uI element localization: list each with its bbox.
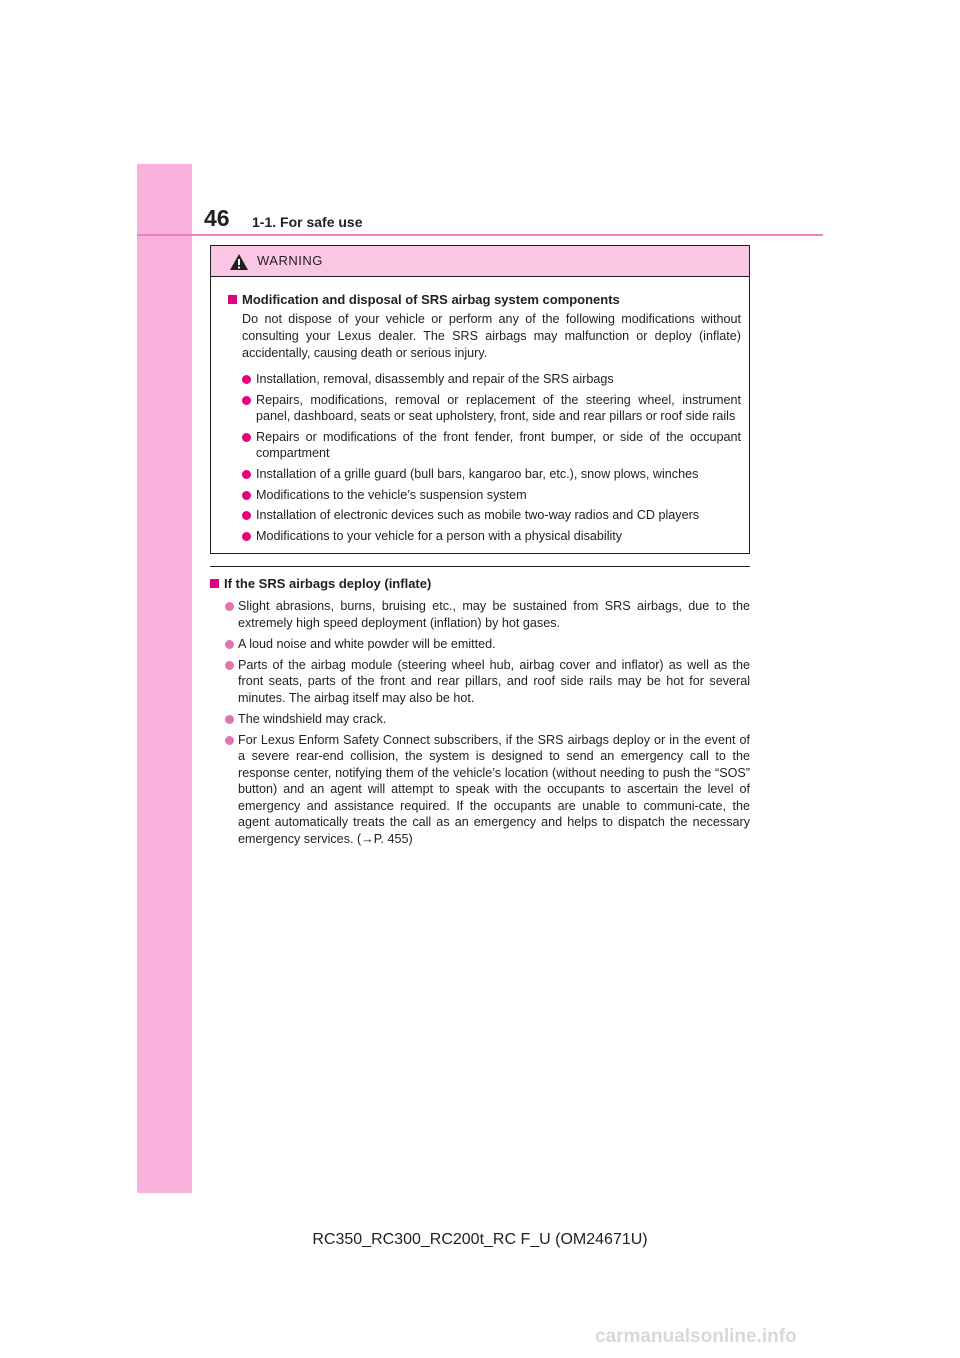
warning-header bbox=[211, 246, 749, 277]
warning-intro: Do not dispose of your vehicle or perform any of the following modifications without consulting your Lexus dealer. The SRS airbags may malfunction or deploy (inflate) accidentally, causing death or serious injury. bbox=[242, 312, 741, 360]
square-bullet-icon bbox=[210, 579, 219, 588]
warning-body bbox=[211, 277, 749, 545]
square-bullet-icon bbox=[228, 295, 237, 304]
warning-label: WARNING bbox=[257, 253, 323, 268]
notes-heading bbox=[210, 575, 750, 593]
warning-heading bbox=[228, 291, 741, 309]
circle-bullet-icon bbox=[242, 532, 251, 541]
side-tab-band bbox=[137, 164, 192, 1193]
circle-bullet-icon bbox=[242, 470, 251, 479]
header-rule bbox=[137, 234, 823, 236]
list-item: Parts of the airbag module (steering wheel hub, airbag cover and inflator) as well as the front seats, parts of the front and rear pillars, and roof side rails may be hot for several minutes. The airbag itself may also be hot. bbox=[225, 657, 750, 707]
airbag-deploy-notes bbox=[210, 575, 750, 847]
notes-list bbox=[225, 598, 750, 847]
list-item: The windshield may crack. bbox=[225, 711, 750, 728]
footer-model-code: RC350_RC300_RC200t_RC F_U (OM24671U) bbox=[312, 1231, 648, 1248]
page-number: 46 bbox=[204, 205, 230, 231]
circle-bullet-icon bbox=[242, 396, 251, 405]
circle-bullet-icon bbox=[242, 433, 251, 442]
warning-triangle-icon bbox=[229, 253, 249, 271]
circle-bullet-icon bbox=[242, 491, 251, 500]
list-item: Modifications to your vehicle for a person with a physical disability bbox=[242, 528, 741, 545]
list-item: Modifications to the vehicle’s suspension system bbox=[242, 487, 741, 504]
list-item: Slight abrasions, burns, bruising etc., may be sustained from SRS airbags, due to the extremely high speed deployment (inflation) by hot gases. bbox=[225, 598, 750, 631]
list-item: For Lexus Enform Safety Connect subscribers, if the SRS airbags deploy or in the event of a severe rear-end collision, the system is designed to send an emergency call to the response center, notifying them of the vehicle’s location (without needing to push the “SOS” button) and an agent will attempt to speak with the occupants to ascertain the level of emergency and assistance required. If the occupants are unable to communi-cate, the agent automatically treats the call as an emergency and helps to dispatch the necessary emergency services. (→P. 455) bbox=[225, 732, 750, 848]
circle-bullet-icon bbox=[225, 661, 234, 670]
list-item: Installation of electronic devices such as mobile two-way radios and CD players bbox=[242, 507, 741, 524]
list-item: Installation of a grille guard (bull bars, kangaroo bar, etc.), snow plows, winches bbox=[242, 466, 741, 483]
list-item: Repairs or modifications of the front fender, front bumper, or side of the occupant compartment bbox=[242, 429, 741, 462]
circle-bullet-icon bbox=[225, 736, 234, 745]
list-item: A loud noise and white powder will be emitted. bbox=[225, 636, 750, 653]
warning-heading-text: Modification and disposal of SRS airbag system components bbox=[242, 292, 620, 307]
circle-bullet-icon bbox=[225, 640, 234, 649]
page-header bbox=[204, 204, 824, 234]
warning-list bbox=[242, 371, 741, 545]
circle-bullet-icon bbox=[242, 511, 251, 520]
circle-bullet-icon bbox=[225, 602, 234, 611]
list-item: Repairs, modifications, removal or replacement of the steering wheel, instrument panel, dashboard, seats or seat upholstery, front, side and rear pillars or roof side rails bbox=[242, 392, 741, 425]
warning-box bbox=[210, 245, 750, 554]
section-divider bbox=[210, 566, 750, 567]
list-item: Installation, removal, disassembly and repair of the SRS airbags bbox=[242, 371, 741, 388]
watermark: carmanualsonline.info bbox=[595, 1326, 797, 1347]
section-title: 1-1. For safe use bbox=[252, 214, 363, 230]
circle-bullet-icon bbox=[225, 715, 234, 724]
notes-heading-text: If the SRS airbags deploy (inflate) bbox=[224, 576, 432, 591]
circle-bullet-icon bbox=[242, 375, 251, 384]
